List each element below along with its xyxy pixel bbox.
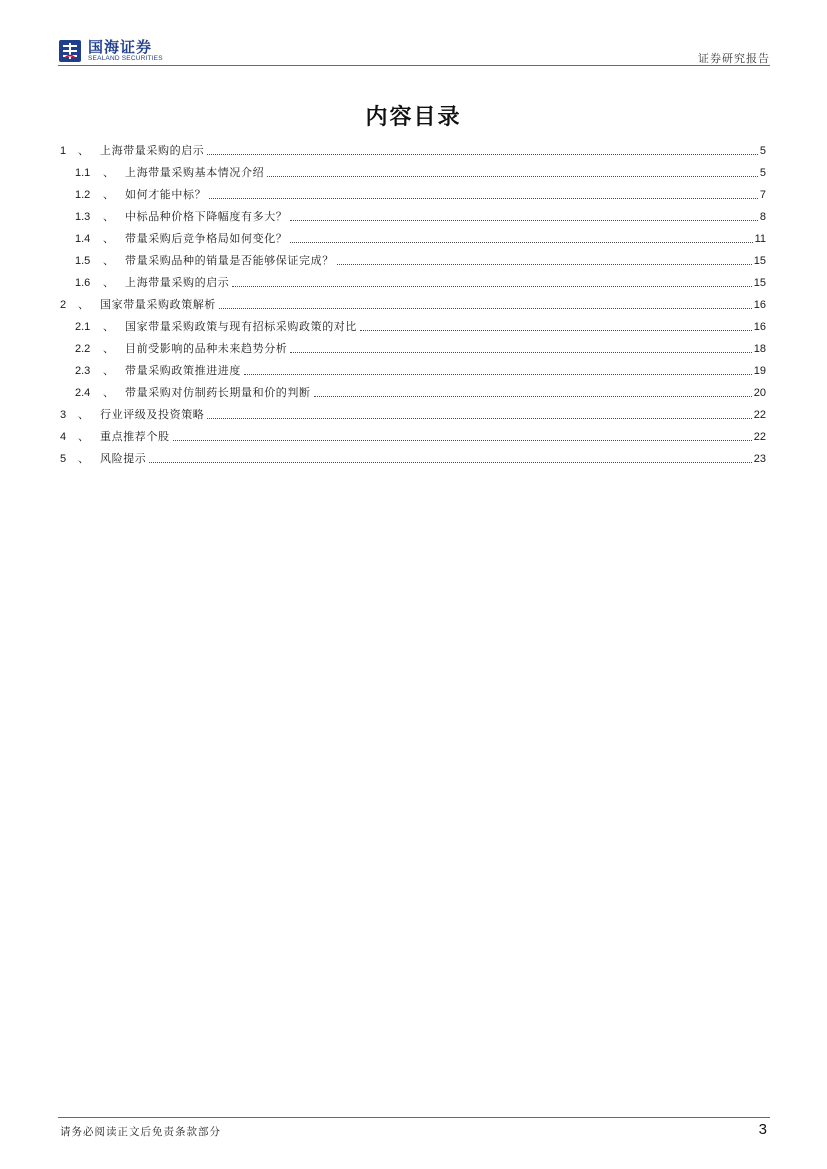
report-type-label: 证券研究报告 (698, 52, 770, 65)
header-divider (58, 65, 770, 66)
toc-entry-page: 8 (759, 211, 766, 223)
toc-entry-number: 1.3 (75, 211, 91, 223)
toc-entry-page: 11 (754, 233, 766, 245)
sealand-logo-icon (58, 39, 82, 63)
toc-entry[interactable] (60, 422, 766, 444)
toc-entry-label: 国家带量采购政策解析 (100, 298, 216, 311)
toc-dot-leader (314, 396, 752, 397)
toc-dot-leader (360, 330, 752, 331)
page-number: 3 (758, 1121, 767, 1138)
toc-entry-page: 19 (753, 365, 766, 377)
toc-entry[interactable] (60, 136, 766, 158)
table-of-contents (60, 136, 766, 466)
toc-entry-page: 20 (753, 387, 766, 399)
toc-entry-label: 风险提示 (100, 452, 147, 465)
toc-entry-label: 行业评级及投资策略 (100, 408, 205, 421)
toc-entry[interactable] (60, 312, 766, 334)
toc-entry-label: 国家带量采购政策与现有招标采购政策的对比 (125, 320, 357, 333)
toc-dot-leader (209, 198, 758, 199)
toc-entry[interactable] (60, 444, 766, 466)
toc-entry-label: 带量采购政策推进进度 (125, 364, 241, 377)
toc-entry-separator: 、 (78, 452, 89, 465)
toc-entry-page: 18 (753, 343, 766, 355)
toc-entry-label: 如何才能中标？ (125, 188, 207, 201)
toc-entry-separator: 、 (103, 254, 114, 267)
toc-entry-label: 中标品种价格下降幅度有多大？ (125, 210, 288, 223)
toc-entry-number: 1.6 (75, 277, 91, 289)
toc-dot-leader (290, 220, 757, 221)
toc-entry-label: 上海带量采购的启示 (125, 276, 230, 289)
toc-entry-number: 5 (60, 453, 67, 465)
toc-entry-number: 1.1 (75, 167, 91, 179)
toc-dot-leader (290, 242, 752, 243)
toc-dot-leader (267, 176, 758, 177)
toc-dot-leader (337, 264, 752, 265)
toc-entry-separator: 、 (103, 342, 114, 355)
toc-title: 内容目录 (365, 105, 462, 130)
toc-entry-page: 5 (759, 145, 766, 157)
toc-entry-page: 23 (753, 453, 766, 465)
toc-entry-separator: 、 (103, 166, 114, 179)
toc-dot-leader (207, 154, 757, 155)
toc-entry-label: 带量采购后竞争格局如何变化？ (125, 232, 288, 245)
toc-dot-leader (232, 286, 751, 287)
toc-entry-separator: 、 (103, 276, 114, 289)
toc-entry-label: 目前受影响的品种未来趋势分析 (125, 342, 288, 355)
toc-entry-number: 4 (60, 431, 67, 443)
toc-entry-label: 带量采购品种的销量是否能够保证完成？ (125, 254, 334, 267)
toc-dot-leader (244, 374, 752, 375)
toc-entry-number: 1.4 (75, 233, 91, 245)
toc-entry[interactable] (60, 356, 766, 378)
toc-entry-number: 2.3 (75, 365, 91, 377)
toc-entry-separator: 、 (78, 408, 89, 421)
toc-entry-number: 1 (60, 145, 67, 157)
toc-entry-separator: 、 (78, 144, 89, 157)
toc-entry-page: 15 (753, 277, 766, 289)
footer-divider (58, 1117, 770, 1118)
toc-entry-label: 上海带量采购基本情况介绍 (125, 166, 265, 179)
company-logo (58, 36, 163, 66)
toc-entry-separator: 、 (78, 298, 89, 311)
page-header (58, 36, 770, 66)
toc-entry-number: 1.2 (75, 189, 91, 201)
toc-dot-leader (149, 462, 751, 463)
toc-dot-leader (219, 308, 752, 309)
toc-dot-leader (173, 440, 752, 441)
toc-entry-number: 3 (60, 409, 67, 421)
toc-entry-page: 16 (753, 299, 766, 311)
toc-entry-page: 15 (753, 255, 766, 267)
toc-entry-page: 22 (753, 409, 766, 421)
toc-entry-page: 7 (759, 189, 766, 201)
toc-entry-label: 带量采购对仿制药长期量和价的判断 (125, 386, 311, 399)
toc-dot-leader (207, 418, 751, 419)
logo-name-cn: 国海证券 (88, 38, 153, 56)
toc-entry-separator: 、 (103, 364, 114, 377)
toc-entry[interactable] (60, 290, 766, 312)
toc-entry-number: 2.4 (75, 387, 91, 399)
toc-entry-label: 重点推荐个股 (100, 430, 170, 443)
toc-entry-number: 1.5 (75, 255, 91, 267)
toc-entry-separator: 、 (103, 188, 114, 201)
toc-entry-label: 上海带量采购的启示 (100, 144, 205, 157)
toc-entry-page: 5 (759, 167, 766, 179)
toc-entry[interactable] (60, 378, 766, 400)
toc-entry-page: 16 (753, 321, 766, 333)
toc-entry[interactable] (60, 334, 766, 356)
toc-entry-separator: 、 (78, 430, 89, 443)
toc-dot-leader (290, 352, 751, 353)
toc-entry-separator: 、 (103, 386, 114, 399)
toc-entry-number: 2.2 (75, 343, 91, 355)
toc-entry[interactable] (60, 246, 766, 268)
toc-entry[interactable] (60, 158, 766, 180)
toc-entry-separator: 、 (103, 232, 114, 245)
toc-entry[interactable] (60, 268, 766, 290)
toc-entry[interactable] (60, 202, 766, 224)
disclaimer-note: 请务必阅读正文后免责条款部分 (60, 1126, 221, 1138)
logo-name-en: SEALAND SECURITIES (88, 55, 163, 62)
toc-entry-page: 22 (753, 431, 766, 443)
toc-entry-number: 2.1 (75, 321, 91, 333)
toc-entry-separator: 、 (103, 320, 114, 333)
toc-entry[interactable] (60, 180, 766, 202)
toc-entry-separator: 、 (103, 210, 114, 223)
toc-entry-number: 2 (60, 299, 67, 311)
toc-entry[interactable] (60, 224, 766, 246)
toc-entry[interactable] (60, 400, 766, 422)
